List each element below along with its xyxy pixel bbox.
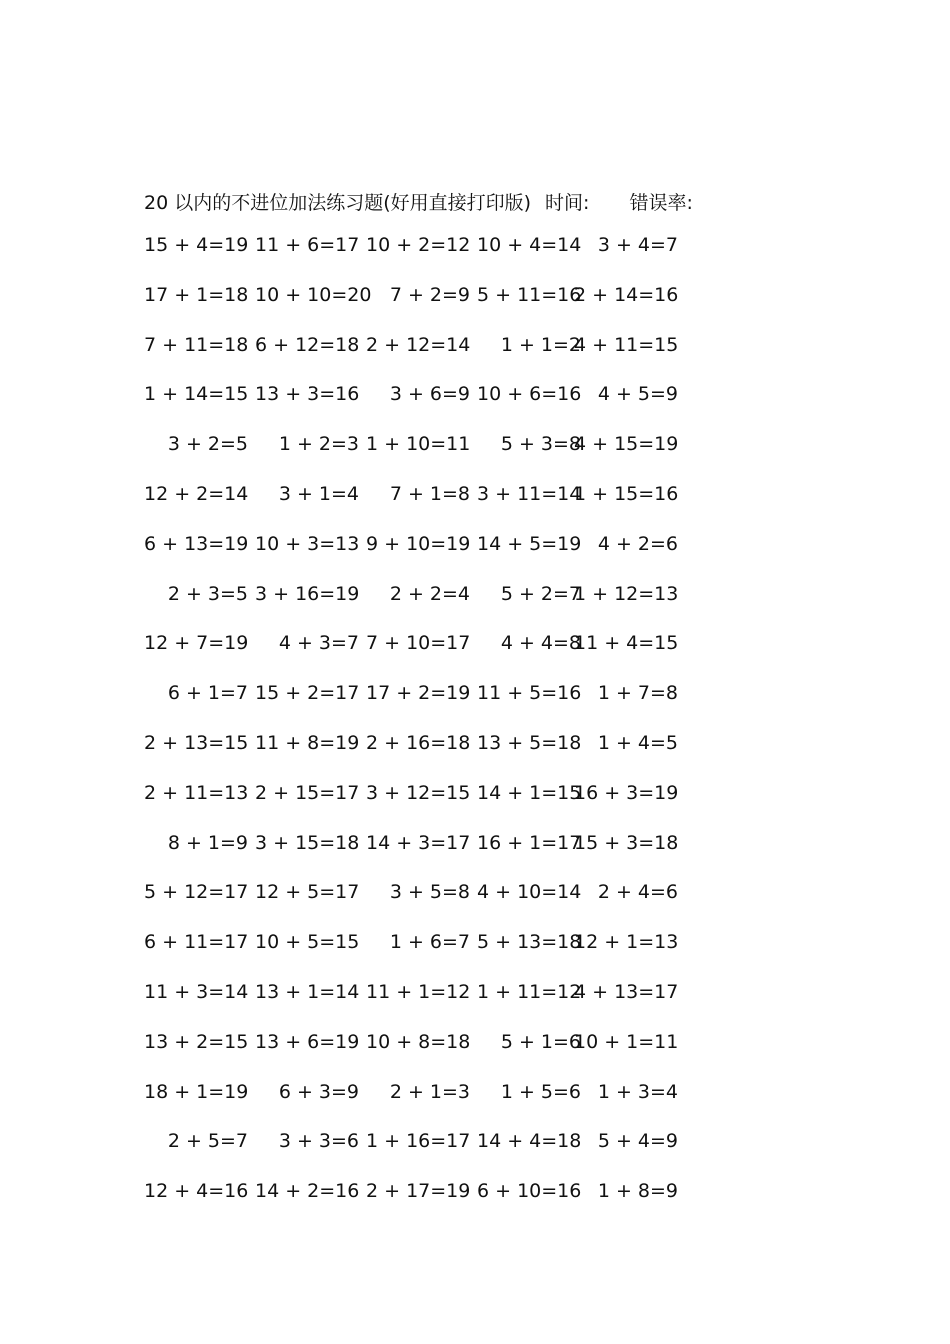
addition-problem: 3 + 4=7 [597,234,678,256]
addition-problem: 6 + 3=9 [278,1080,359,1103]
addition-problem: 4 + 2=6 [597,532,678,555]
addition-problem: 10 + 3=13 [255,532,360,555]
problem-row [144,1130,704,1180]
problem-row [144,782,704,832]
addition-problem: 6 + 11=17 [144,931,249,954]
addition-problem: 4 + 10=14 [477,881,582,904]
addition-problem: 6 + 1=7 [167,682,248,705]
problem-row [144,981,704,1031]
addition-problem: 1 + 7=8 [597,682,678,705]
addition-problem: 12 + 4=16 [144,1180,249,1203]
problem-row [144,1081,704,1131]
addition-problem: 1 + 12=13 [574,582,679,605]
addition-problem: 5 + 12=17 [144,881,249,904]
addition-problem: 1 + 2=3 [278,433,359,456]
addition-problem: 5 + 3=8 [500,433,581,456]
addition-problem: 3 + 11=14 [477,482,582,505]
addition-problem: 3 + 16=19 [255,582,360,605]
addition-problem: 5 + 13=18 [477,931,582,954]
problem-row [144,881,704,931]
addition-problem: 5 + 4=9 [597,1130,678,1153]
addition-problem: 14 + 1=15 [477,781,582,804]
addition-problem: 3 + 1=4 [278,482,359,505]
addition-problem: 14 + 2=16 [255,1180,360,1203]
addition-problem: 7 + 10=17 [366,632,471,655]
addition-problem: 10 + 2=12 [366,234,471,256]
addition-problem: 3 + 15=18 [255,831,360,854]
addition-problem: 10 + 6=16 [477,383,582,406]
addition-problem: 2 + 4=6 [597,881,678,904]
addition-problem: 1 + 14=15 [144,383,249,406]
addition-problem: 3 + 6=9 [389,383,470,406]
addition-problem: 4 + 5=9 [597,383,678,406]
addition-problem: 6 + 10=16 [477,1180,582,1203]
addition-problem: 16 + 1=17 [477,831,582,854]
addition-problem: 1 + 11=12 [477,980,582,1003]
addition-problem: 9 + 10=19 [366,532,471,555]
addition-problem: 11 + 6=17 [255,234,360,256]
addition-problem: 11 + 4=15 [574,632,679,655]
addition-problem: 2 + 13=15 [144,731,249,754]
problem-row [144,533,704,583]
addition-problem: 11 + 1=12 [366,980,471,1003]
addition-problem: 2 + 2=4 [389,582,470,605]
addition-problem: 2 + 5=7 [167,1130,248,1153]
problem-row [144,234,704,284]
addition-problem: 2 + 15=17 [255,781,360,804]
addition-problem: 1 + 16=17 [366,1130,471,1153]
addition-problem: 12 + 5=17 [255,881,360,904]
addition-problem: 15 + 4=19 [144,234,249,256]
problem-row [144,383,704,433]
addition-problem: 2 + 12=14 [366,333,471,356]
addition-problem: 13 + 2=15 [144,1030,249,1053]
addition-problem: 11 + 8=19 [255,731,360,754]
problem-row [144,682,704,732]
addition-problem: 5 + 11=16 [477,283,582,306]
addition-problem: 3 + 12=15 [366,781,471,804]
addition-problem: 12 + 2=14 [144,482,249,505]
addition-problem: 3 + 3=6 [278,1130,359,1153]
addition-problem: 14 + 4=18 [477,1130,582,1153]
problem-row [144,483,704,533]
addition-problem: 11 + 3=14 [144,980,249,1003]
addition-problem: 12 + 7=19 [144,632,249,655]
addition-problem: 1 + 15=16 [574,482,679,505]
worksheet-header [144,186,693,216]
addition-problem: 4 + 15=19 [574,433,679,456]
addition-problem: 2 + 3=5 [167,582,248,605]
addition-problem: 10 + 5=15 [255,931,360,954]
addition-problem: 1 + 8=9 [597,1180,678,1203]
addition-problem: 13 + 6=19 [255,1030,360,1053]
addition-problem: 4 + 3=7 [278,632,359,655]
problem-row [144,334,704,384]
problem-grid [144,234,704,1230]
addition-problem: 17 + 1=18 [144,283,249,306]
problem-row [144,1180,704,1230]
addition-problem: 7 + 11=18 [144,333,249,356]
addition-problem: 4 + 4=8 [500,632,581,655]
worksheet-title: 20 以内的不进位加法练习题(好用直接打印版) [144,191,532,214]
addition-problem: 2 + 1=3 [389,1080,470,1103]
addition-problem: 7 + 2=9 [389,283,470,306]
addition-problem: 2 + 14=16 [574,283,679,306]
addition-problem: 5 + 2=7 [500,582,581,605]
time-label: 时间: [545,191,590,214]
addition-problem: 2 + 11=13 [144,781,249,804]
addition-problem: 13 + 1=14 [255,980,360,1003]
problem-row [144,732,704,782]
addition-problem: 13 + 3=16 [255,383,360,406]
addition-problem: 4 + 11=15 [574,333,679,356]
addition-problem: 6 + 12=18 [255,333,360,356]
addition-problem: 17 + 2=19 [366,682,471,705]
addition-problem: 16 + 3=19 [574,781,679,804]
addition-problem: 14 + 3=17 [366,831,471,854]
addition-problem: 2 + 17=19 [366,1180,471,1203]
addition-problem: 3 + 5=8 [389,881,470,904]
problem-row [144,433,704,483]
problem-row [144,832,704,882]
problem-row [144,583,704,633]
addition-problem: 10 + 8=18 [366,1030,471,1053]
error-rate-label: 错误率: [629,191,693,214]
addition-problem: 10 + 10=20 [255,283,372,306]
addition-problem: 1 + 5=6 [500,1080,581,1103]
addition-problem: 1 + 1=2 [500,333,581,356]
addition-problem: 15 + 2=17 [255,682,360,705]
addition-problem: 10 + 4=14 [477,234,582,256]
addition-problem: 6 + 13=19 [144,532,249,555]
addition-problem: 14 + 5=19 [477,532,582,555]
addition-problem: 15 + 3=18 [574,831,679,854]
addition-problem: 18 + 1=19 [144,1080,249,1103]
addition-problem: 2 + 16=18 [366,731,471,754]
problem-row [144,284,704,334]
problem-row [144,931,704,981]
addition-problem: 1 + 6=7 [389,931,470,954]
problem-row [144,1031,704,1081]
addition-problem: 8 + 1=9 [167,831,248,854]
addition-problem: 1 + 3=4 [597,1080,678,1103]
addition-problem: 1 + 4=5 [597,731,678,754]
addition-problem: 1 + 10=11 [366,433,471,456]
addition-problem: 4 + 13=17 [574,980,679,1003]
problem-row [144,632,704,682]
addition-problem: 11 + 5=16 [477,682,582,705]
addition-problem: 13 + 5=18 [477,731,582,754]
addition-problem: 3 + 2=5 [167,433,248,456]
addition-problem: 10 + 1=11 [574,1030,679,1053]
addition-problem: 12 + 1=13 [574,931,679,954]
addition-problem: 5 + 1=6 [500,1030,581,1053]
addition-problem: 7 + 1=8 [389,482,470,505]
